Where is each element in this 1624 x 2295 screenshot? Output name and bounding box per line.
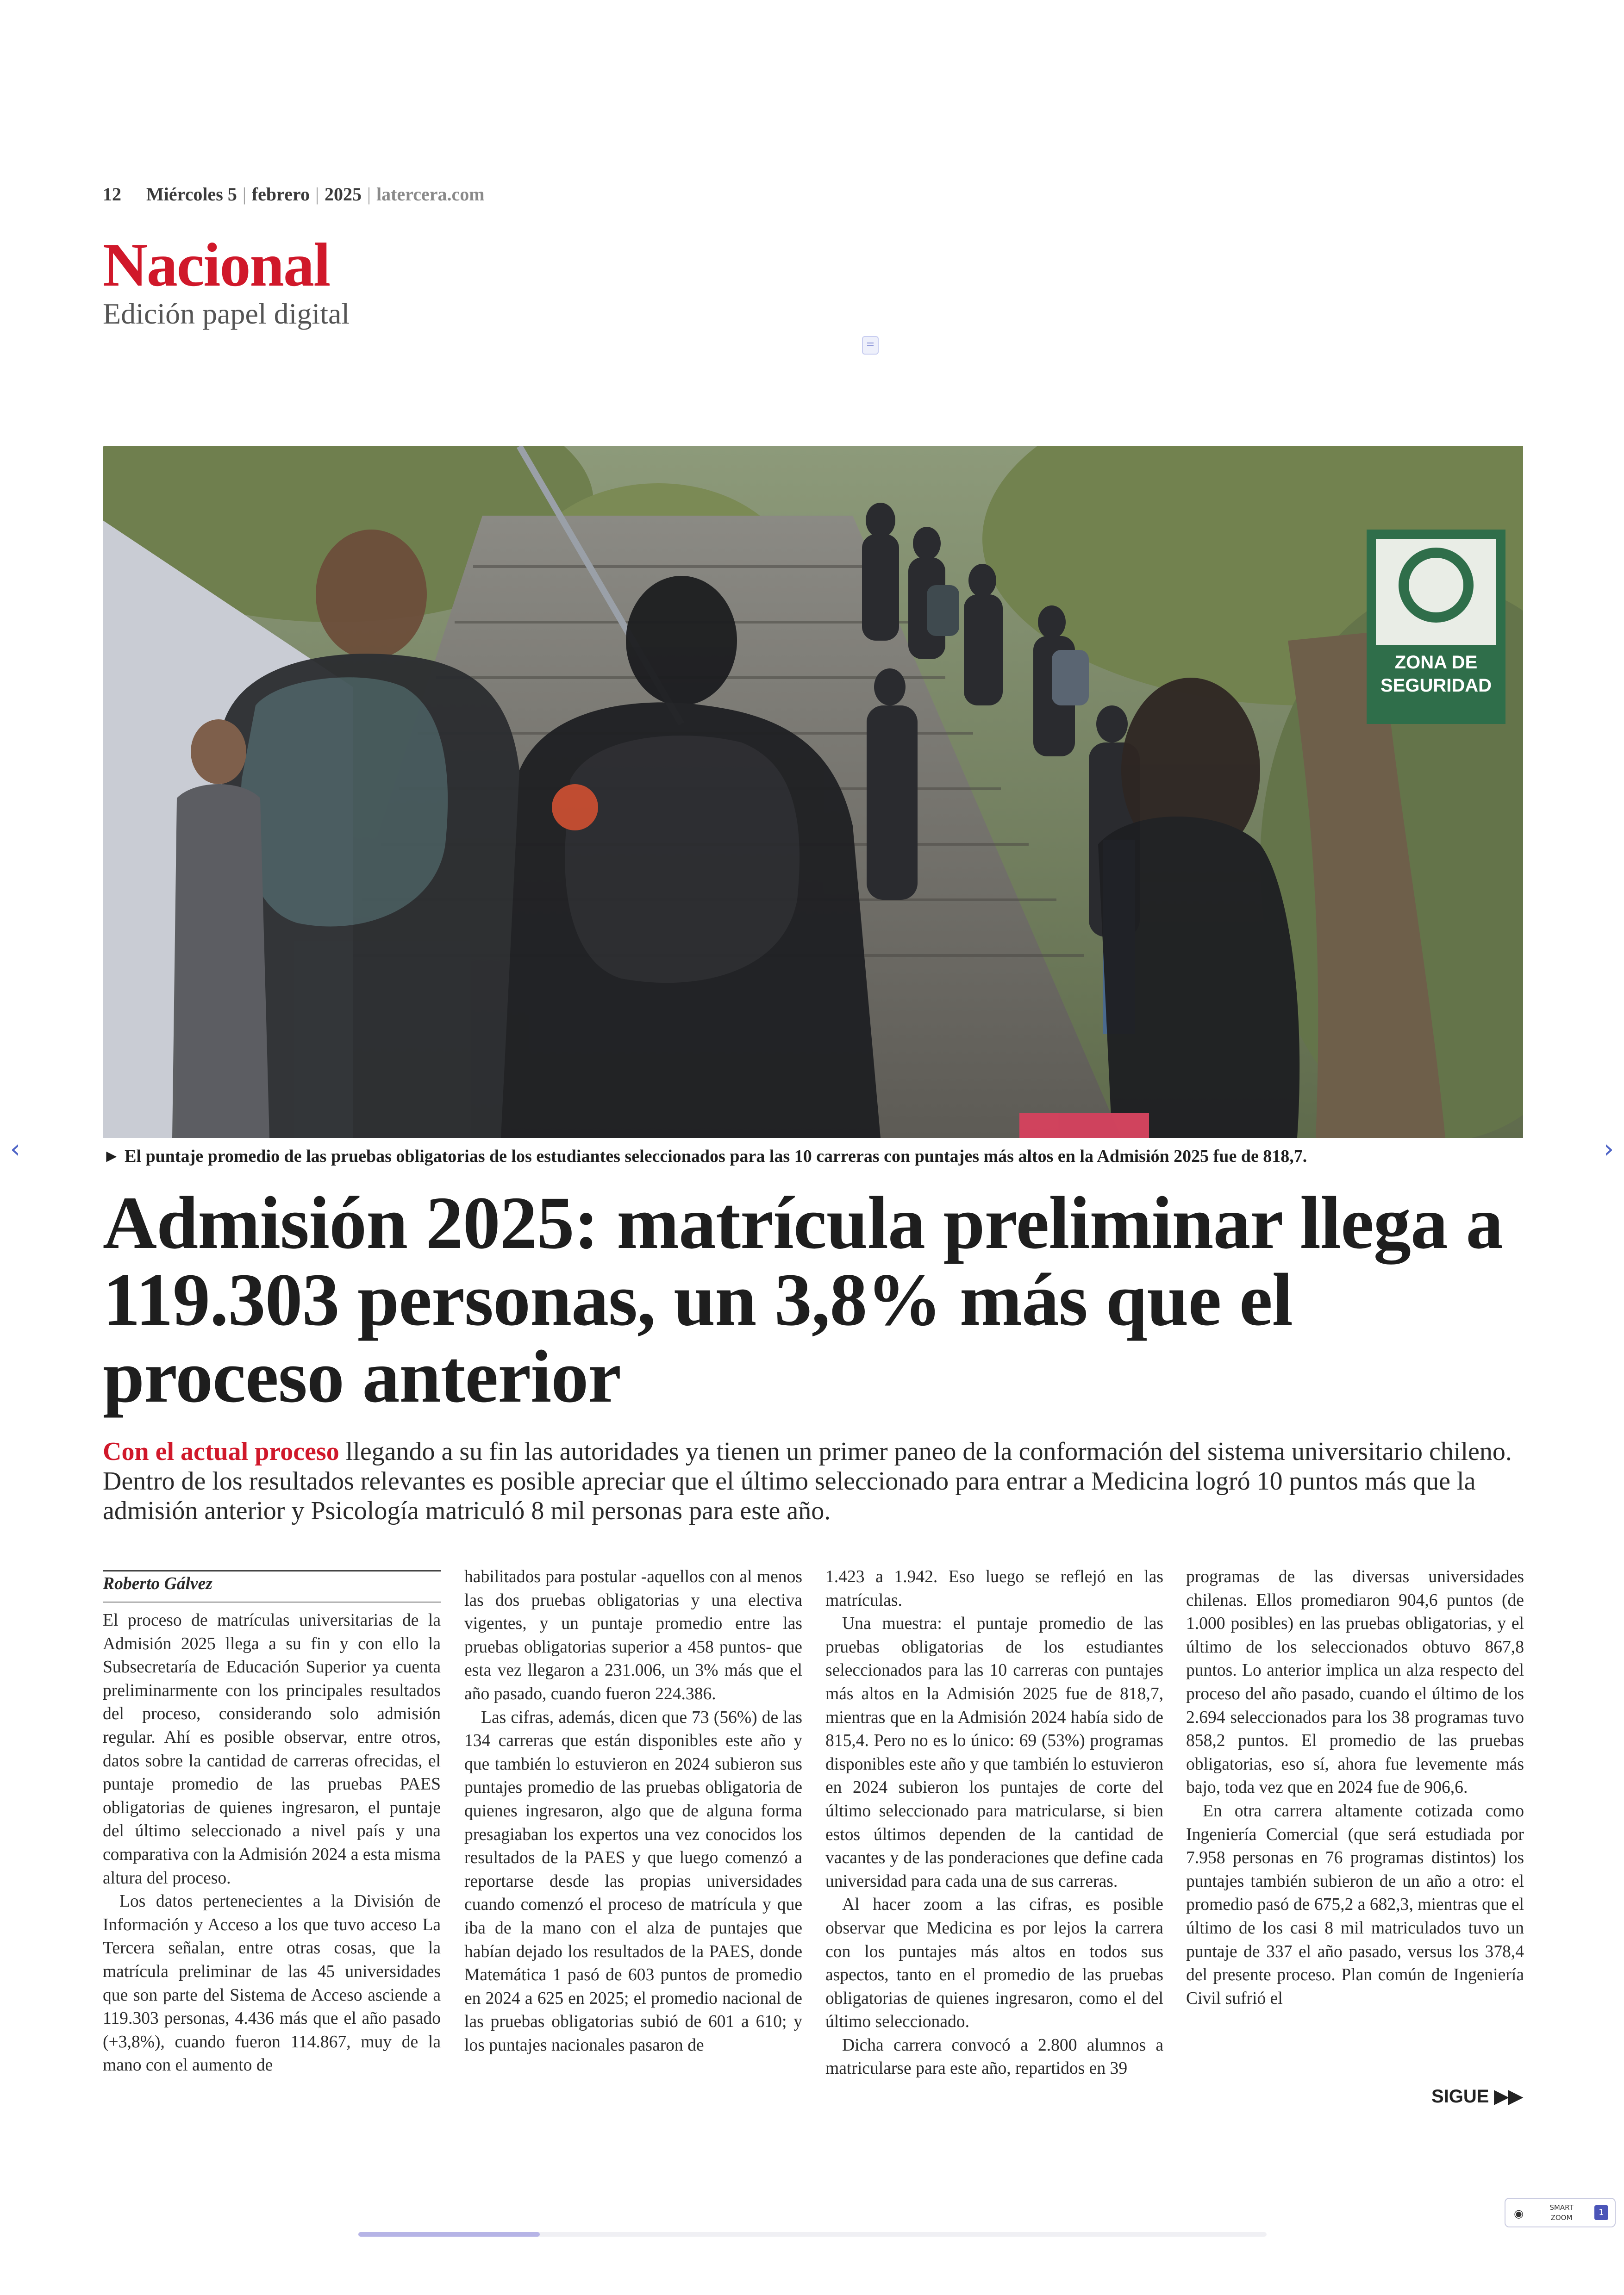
paragraph: habilitados para postular -aquellos con al menos las dos pruebas obligatorias y una electiva vigentes, y un puntaje promedio entre las pruebas obligatorias superior a 458 puntos- que esta vez llegaron a 231.006, un 3% más que el año pasado, cuando fueron 224.386. (464, 1567, 802, 1703)
paragraph: programas de las diversas universidades chilenas. Ellos promediaron 904,6 puntos (de 1.000 posibles) en las pruebas obligatorias, y el último de los seleccionados obtuvo 867,8 puntos. Lo anterior implica un alza respecto del proceso del año pasado, cuando el último de los 2.694 seleccionados para los 38 programas tuvo 858,2 puntos. El promedio de las pruebas obligatorias, eso sí, ahora fue levemente más bajo, toda vez que en 2024 fue de 906,6. (1186, 1567, 1524, 1797)
smart-zoom-button[interactable] (1505, 2198, 1616, 2227)
folio-date: Miércoles 5 (146, 184, 237, 205)
paragraph: Dicha carrera convocó a 2.800 alumnos a matricularse para este año, repartidos en 39 (825, 2035, 1163, 2078)
deck-text: llegando a su fin las autoridades ya tienen un primer paneo de la conformación del sistema universitario chileno. Dentro de los resultados relevantes es posible apreciar que el último seleccionado para entrar a Medicina logró 10 puntos más que la admisión anterior y Psicología matriculó 8 mil personas para este año. (103, 1437, 1512, 1525)
next-page-arrow-icon[interactable]: › (1603, 1134, 1614, 1164)
folio-site: latercera.com (376, 184, 485, 205)
deck-lead: Con el actual proceso (103, 1437, 339, 1466)
paragraph: Una muestra: el puntaje promedio de las pruebas obligatorias de los estudiantes seleccionados para las 10 carreras con puntajes más altos en la Admisión 2025 fue de 818,7, mientras que en la Admisión 2024 había sido de 815,4. Pero no es lo único: 69 (53%) programas disponibles este año y que también lo estuvieron en 2024 subieron los puntajes de corte del último seleccionado para matricularse, si bien estos últimos dependen de la cantidad de vacantes y de las ponderaciones que define cada universidad para cada una de sus carreras. (825, 1614, 1163, 1891)
body-column-3 (825, 1565, 1163, 2081)
eye-icon: ◉ (1514, 2207, 1524, 2220)
article-photo (103, 446, 1523, 1138)
section-title: Nacional (103, 231, 330, 299)
paragraph: En otra carrera altamente cotizada como Ingeniería Comercial (que será estudiada por 7.958 personas en 76 programas distintos) los puntajes también subieron de un año a otro: el promedio pasó de 675,2 a 682,3, mientras que el último de los casi 8 mil matriculados tuvo un puntaje de 337 el año pasado, versus los 378,4 del presente proceso. Plan común de Ingeniería Civil sufrió el (1186, 1801, 1524, 2008)
byline-rule (103, 1602, 441, 1603)
body-column-4 (1186, 1565, 1524, 2010)
zoom-badge: 1 (1594, 2205, 1608, 2220)
page-progress-fill (358, 2232, 540, 2237)
body-column-1 (103, 1609, 441, 2077)
paragraph: 1.423 a 1.942. Eso luego se reflejó en las matrículas. (825, 1567, 1163, 1610)
page-number: 12 (103, 184, 121, 205)
paragraph: Los datos pertenecientes a la División de Información y Acceso a los que tuvo acceso La Tercera señalan, entre otras cosas, que la matrícula preliminar de las 45 universidades que son parte del Sistema de Acceso asciende a 119.303 personas, 4.436 más que el año pasado (+3,8%), cuando fueron 114.867, muy de la mano con el aumento de (103, 1892, 441, 2075)
body-column-2 (464, 1565, 802, 2057)
byline-rule (103, 1570, 441, 1572)
note-icon[interactable] (862, 336, 879, 355)
photo-caption: ► El puntaje promedio de las pruebas obligatorias de los estudiantes seleccionados para las 10 carreras con puntajes más altos en la Admisión 2025 fue de 818,7. (103, 1147, 1307, 1166)
page-folio: 12 Miércoles 5 | febrero | 2025 | latercera.com (103, 184, 485, 205)
smart-zoom-label: SMART (1549, 2203, 1574, 2212)
folio-month: febrero (251, 184, 310, 205)
folio-year: 2025 (325, 184, 362, 205)
edition-subtitle: Edición papel digital (103, 297, 350, 330)
smart-zoom-label: ZOOM (1550, 2214, 1573, 2222)
sign-text-1: ZONA DE (1394, 652, 1478, 673)
article-headline: Admisión 2025: matrícula preliminar llega a 119.303 personas, un 3,8% más que el proceso anterior (103, 1182, 1503, 1418)
sign-text-2: SEGURIDAD (1380, 675, 1492, 696)
article-deck (103, 1437, 1519, 1526)
continues-label: SIGUE ▶▶ (1431, 2086, 1523, 2107)
paragraph: Las cifras, además, dicen que 73 (56%) de las 134 carreras que están disponibles este año y que también lo estuvieron en 2024 subieron sus puntajes promedio de las pruebas obligatoria de quienes ingresaron, algo que de alguna forma presagiaban los expertos una vez conocidos los resultados de la PAES y que luego comenzó a reportarse desde las propias universidades cuando comenzó el proceso de matrícula y que iba de la mano con el alza de puntajes que habían dejado los resultados de la PAES, donde Matemática 1 pasó de 603 puntos de promedio en 2024 a 625 en 2025; el promedio nacional de las pruebas obligatorias subió de 601 a 610; y los puntajes nacionales pasaron de (464, 1708, 802, 2055)
previous-page-arrow-icon[interactable]: ‹ (10, 1134, 21, 1164)
paragraph: El proceso de matrículas universitarias de la Admisión 2025 llega a su fin y con ello la Subsecretaría de Educación Superior ya cuenta preliminarmente con los principales resultados del proceso, considerando solo admisión regular. Ahí es posible observar, entre otros, datos sobre la cantidad de carreras ofrecidas, el puntaje promedio de las pruebas PAES obligatorias de quienes ingresaron, el puntaje del último seleccionado a nivel país y una comparativa con la Admisión 2024 a esta misma altura del proceso. (103, 1611, 441, 1888)
byline: Roberto Gálvez (103, 1574, 212, 1593)
paragraph: Al hacer zoom a las cifras, es posible observar que Medicina es por lejos la carrera con los puntajes más altos en todos sus aspectos, tanto en el promedio de las pruebas obligatorias de quienes ingresaron, como el del último seleccionado. (825, 1895, 1163, 2032)
students-stairs-photo (103, 446, 1523, 1138)
